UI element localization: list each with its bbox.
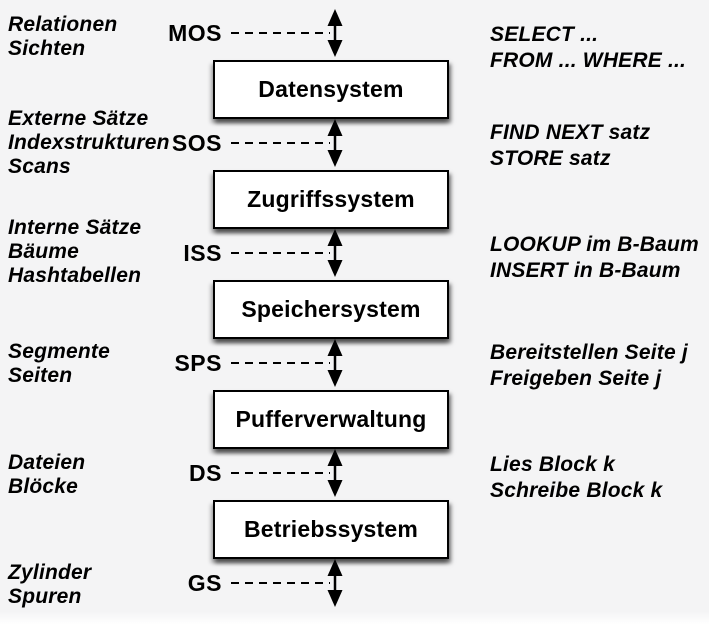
annotation-line: Schreibe Block k xyxy=(490,479,663,502)
annotation-line: Zylinder xyxy=(8,561,92,584)
right-annotation xyxy=(490,340,688,392)
interface-label-sps: SPS xyxy=(174,350,222,376)
interface-dashed-line xyxy=(231,472,330,475)
layer-box-label: Pufferverwaltung xyxy=(235,406,427,432)
right-annotation xyxy=(490,120,650,172)
layer-box-zugriffssystem xyxy=(213,170,449,229)
layer-box-datensystem xyxy=(213,60,449,119)
interface-dashed-line xyxy=(231,142,330,145)
annotation-line: Blöcke xyxy=(8,475,79,498)
layer-box-label: Zugriffssystem xyxy=(247,186,415,212)
annotation-line: Freigeben Seite j xyxy=(490,367,662,390)
annotation-line: FROM ... WHERE ... xyxy=(490,49,687,72)
layer-box-speichersystem xyxy=(213,280,449,339)
left-annotation xyxy=(8,451,85,499)
annotation-line: Bereitstellen Seite j xyxy=(490,341,688,364)
annotation-line: LOOKUP im B-Baum xyxy=(490,233,699,256)
annotation-line: Spuren xyxy=(8,585,82,608)
layer-box-betriebssystem xyxy=(213,500,449,559)
left-annotation xyxy=(8,216,141,288)
annotation-line: Segmente xyxy=(8,340,110,363)
annotation-line: Sichten xyxy=(8,37,86,60)
bidirectional-arrow-icon xyxy=(326,449,344,497)
left-annotation xyxy=(8,340,110,388)
left-annotation xyxy=(8,13,117,61)
interface-label-iss: ISS xyxy=(183,240,222,266)
left-annotation xyxy=(8,107,170,179)
interface-label-ds: DS xyxy=(189,460,222,486)
annotation-line: Scans xyxy=(8,155,71,178)
bidirectional-arrow-icon xyxy=(326,559,344,607)
annotation-line: INSERT in B-Baum xyxy=(490,259,681,282)
interface-dashed-line xyxy=(231,32,330,35)
layer-box-label: Speichersystem xyxy=(241,296,421,322)
left-annotation xyxy=(8,561,91,609)
layer-box-pufferverwaltung xyxy=(213,390,449,449)
interface-label-sos: SOS xyxy=(171,130,222,156)
interface-dashed-line xyxy=(231,582,330,585)
right-annotation xyxy=(490,452,662,504)
interface-dashed-line xyxy=(231,252,330,255)
bidirectional-arrow-icon xyxy=(326,9,344,57)
layer-box-label: Datensystem xyxy=(258,76,404,102)
annotation-line: Indexstrukturen xyxy=(8,131,170,154)
annotation-line: Hashtabellen xyxy=(8,264,142,287)
annotation-line: Lies Block k xyxy=(490,453,615,476)
interface-label-mos: MOS xyxy=(168,20,222,46)
annotation-line: Seiten xyxy=(8,364,73,387)
annotation-line: Externe Sätze xyxy=(8,107,149,130)
right-annotation xyxy=(490,232,699,284)
interface-label-gs: GS xyxy=(187,570,222,596)
bidirectional-arrow-icon xyxy=(326,339,344,387)
annotation-line: Relationen xyxy=(8,13,118,36)
bidirectional-arrow-icon xyxy=(326,229,344,277)
annotation-line: STORE satz xyxy=(490,147,611,170)
layer-box-label: Betriebssystem xyxy=(243,516,419,542)
page-bottom-fade xyxy=(0,611,709,629)
interface-dashed-line xyxy=(231,362,330,365)
bidirectional-arrow-icon xyxy=(326,119,344,167)
annotation-line: Interne Sätze xyxy=(8,216,142,239)
annotation-line: FIND NEXT satz xyxy=(490,121,651,144)
annotation-line: Bäume xyxy=(8,240,80,263)
annotation-line: SELECT ... xyxy=(490,23,599,46)
annotation-line: Dateien xyxy=(8,451,86,474)
right-annotation xyxy=(490,22,686,74)
